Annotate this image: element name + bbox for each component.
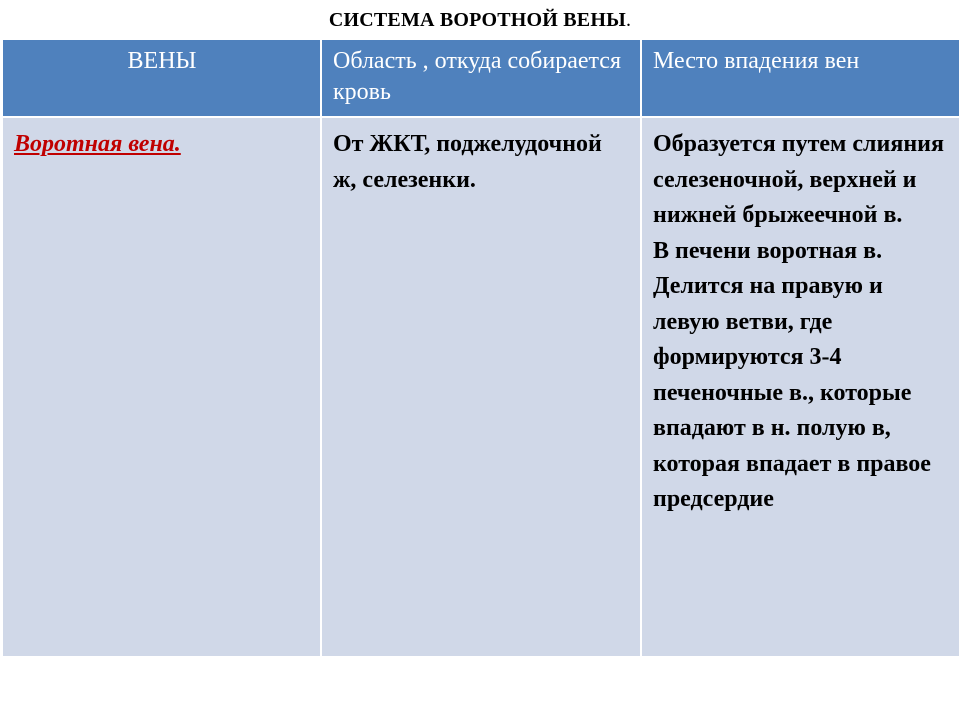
header-drain: Место впадения вен — [641, 39, 960, 117]
cell-drain — [641, 117, 960, 657]
slide-title-dot: . — [625, 9, 632, 31]
cell-area: От ЖКТ, поджелудочной ж, селезенки. — [321, 117, 641, 657]
header-veins: ВЕНЫ — [2, 39, 321, 117]
cell-vein — [2, 117, 321, 657]
table-row — [2, 117, 960, 657]
slide-title-text: СИСТЕМА ВОРОТНОЙ ВЕНЫ — [328, 9, 626, 31]
slide-title — [0, 9, 960, 32]
veins-table — [1, 38, 960, 658]
header-area: Область , откуда собирается кровь — [321, 39, 641, 117]
table-header-row — [2, 39, 960, 117]
drain-paragraph-1: Образуется путем слияния селезеночной, верхней и нижней брыжеечной в. — [653, 131, 944, 228]
vein-name: Воротная вена. — [14, 131, 181, 157]
drain-paragraph-2: В печени воротная в. Делится на правую и левую ветви, где формируются 3-4 печеночные в., которые впадают в н. полую в, которая впадает в правое предсердие — [653, 237, 931, 512]
